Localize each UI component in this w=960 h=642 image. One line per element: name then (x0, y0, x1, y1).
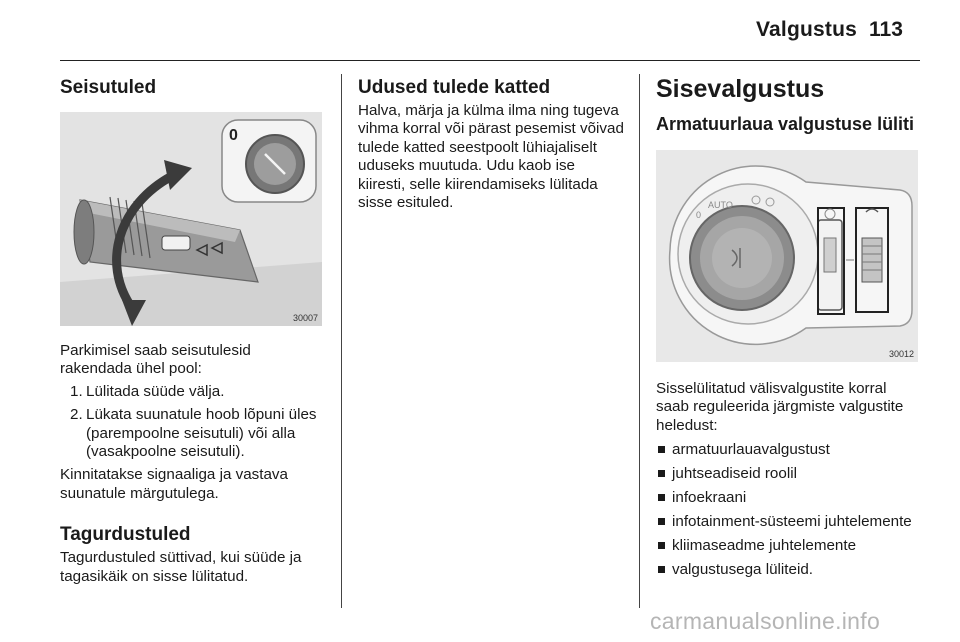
subheading-dimmer-switch: Armatuurlaua valgustuse lüliti (656, 114, 915, 134)
section-heading-reversing-lights: Tagurdustuled (60, 524, 191, 546)
figure-code: 30007 (292, 313, 318, 323)
step-item: 1. Lülitada süüde välja. (70, 382, 225, 400)
turn-signal-lever-illustration (60, 112, 322, 326)
list-item: valgustusega lüliteid. (656, 561, 920, 579)
column-interior-lighting (656, 74, 920, 585)
parking-steps (60, 383, 322, 462)
header-rule (60, 60, 920, 61)
section-heading-interior-lighting: Sisevalgustus (656, 75, 825, 103)
list-item: infotainment-süsteemi juhtelemente (656, 513, 920, 531)
dimmer-items (656, 441, 920, 579)
figure-turn-signal-lever (60, 112, 322, 326)
column-parking-lights (60, 74, 322, 586)
column-divider (341, 74, 342, 608)
list-item: armatuurlauavalgustust (656, 441, 920, 459)
light-switch-illustration (656, 150, 918, 362)
parking-intro: Parkimisel saab seisutulesid rakendada ühel pool: (60, 342, 251, 378)
column-fogged-covers (358, 74, 626, 212)
step-item: 2. Lükata suunatule hoob lõpuni üles (parempoolne seisutuli) või alla (vasakpoolne seisutuli). (70, 406, 317, 461)
list-item: infoekraani (656, 489, 920, 507)
page-header-title: Valgustus (756, 18, 857, 41)
switch-position-auto: AUTO (708, 200, 733, 210)
column-divider (639, 74, 640, 608)
section-heading-fogged-covers: Udused tulede katted (358, 77, 551, 98)
ignition-position-label: 0 (229, 127, 238, 144)
dimmer-intro: Sisselülitatud välisvalgustite korral saab reguleerida järgmiste valgustite heledust: (656, 380, 904, 434)
fogged-covers-text: Halva, märja ja külma ilma ning tugeva vihma korral või pärast pesemist võivad tulede katted seestpoolt lühiajaliselt uduseks muutuda. Udu kaob ise kiiresti, selle kiirendamiseks lülitada sisse esituled. (358, 102, 624, 212)
list-item: kliimaseadme juhtelemente (656, 537, 920, 555)
page-number: 113 (869, 18, 903, 41)
reversing-text: Tagurdustuled süttivad, kui süüde ja tagasikäik on sisse lülitatud. (60, 549, 302, 585)
figure-code: 30012 (888, 349, 914, 359)
watermark: carmanualsonline.info (650, 608, 881, 634)
parking-confirm: Kinnitatakse signaaliga ja vastava suunatule märgutulega. (60, 466, 288, 502)
section-heading-parking-lights: Seisutuled (60, 77, 157, 98)
figure-light-switch (656, 150, 918, 362)
switch-position-zero: 0 (696, 210, 702, 220)
list-item: juhtseadiseid roolil (656, 465, 920, 483)
